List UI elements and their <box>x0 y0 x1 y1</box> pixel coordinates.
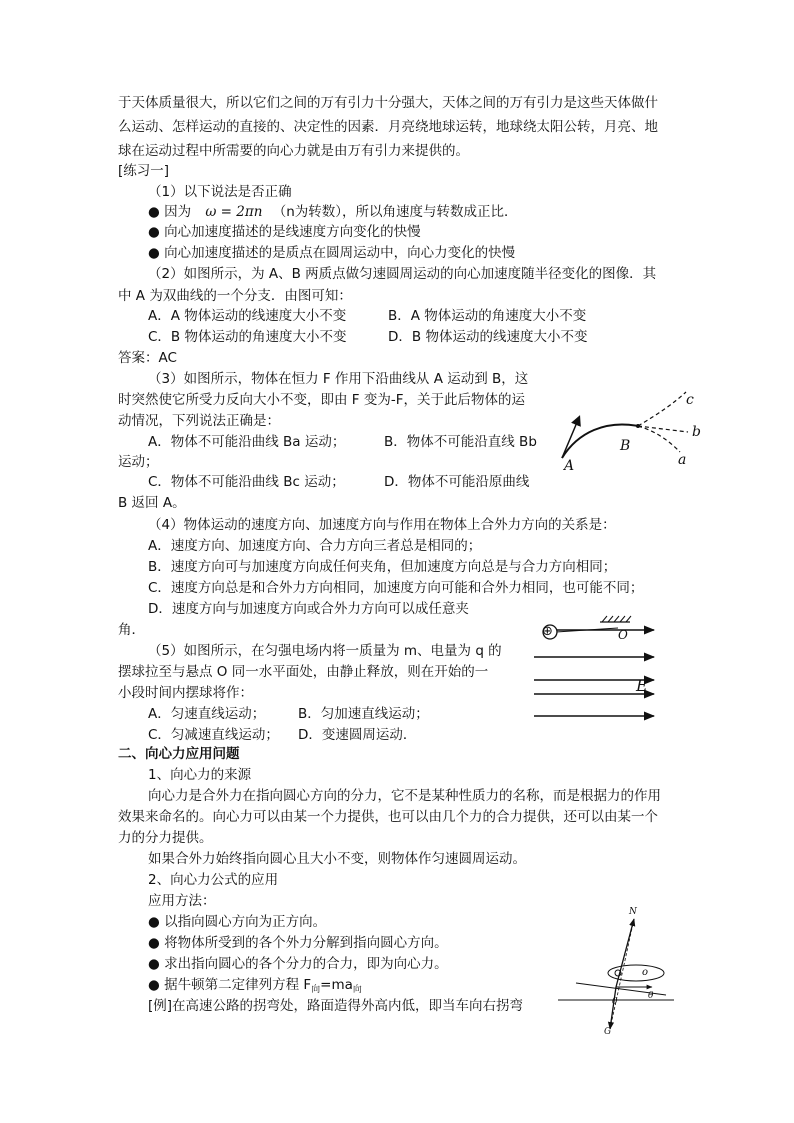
option-c: C．物体不可能沿曲线 Bc 运动； <box>148 474 345 490</box>
question-5: （5）如图所示，在匀强电场内将一质量为 m、电量为 q 的 <box>148 643 502 659</box>
question-3: （3）如图所示，物体在恒力 F 作用下沿曲线从 A 运动到 B，这 <box>148 371 529 387</box>
paragraph-line: 向心力是合外力在指向圆心方向的分力，它不是某种性质力的名称，而是根据力的作用 <box>148 788 661 804</box>
figure-curve-trajectory <box>548 384 718 484</box>
point-b <box>636 424 640 428</box>
plus-charge-icon: ⊕ <box>542 624 553 639</box>
gravity-arrow <box>610 987 616 1029</box>
label-e: E <box>636 676 648 695</box>
text-line: 运动； <box>118 454 159 470</box>
option-c: C．速度方向总是和合外力方向相同，加速度方向可能和合外力相同，也可能不同； <box>148 580 644 596</box>
option-a: A．速度方向、加速度方向、合力方向三者总是相同的； <box>148 538 482 554</box>
text-line: 应用方法： <box>148 893 216 909</box>
force-arrow <box>562 420 578 458</box>
answer: 答案：AC <box>118 350 177 366</box>
label-theta-left: θ <box>612 997 618 1007</box>
option-c: C．B 物体运动的角速度大小不变 <box>148 329 347 345</box>
option-b: B．匀加速直线运动； <box>298 706 429 722</box>
formula: =ma <box>320 977 353 993</box>
figure-banked-road <box>556 905 676 1040</box>
question-1: （1）以下说法是否正确 <box>148 184 292 200</box>
label-c: c <box>686 392 694 408</box>
section-heading: 二、向心力应用问题 <box>118 746 240 762</box>
bullet-item <box>148 202 518 222</box>
formula: ω = 2πn <box>205 204 263 220</box>
branch-c <box>638 392 686 426</box>
bullet-item: ● 将物体所受到的各个外力分解到指向圆心方向。 <box>148 935 448 951</box>
option-d: D．速度方向与加速度方向或合外力方向可以成任意夹 <box>148 601 469 617</box>
option-d: D．变速圆周运动． <box>298 727 417 743</box>
question-2: （2）如图所示，为 A、B 两质点做匀速圆周运动的向心加速度随半径变化的图像．其 <box>148 266 657 282</box>
text-line: 么运动、怎样运动的直接的、决定性的因素．月亮绕地球运转，地球绕太阳公转，月亮、地 <box>118 119 658 135</box>
bullet-text: ● 因为 <box>148 204 192 220</box>
ceiling-hatch <box>602 616 631 622</box>
option-d: D．物体不可能沿原曲线 <box>384 474 530 490</box>
label-o: o <box>642 967 649 978</box>
text-line: 角． <box>118 622 145 638</box>
label-a-lower: a <box>678 452 687 468</box>
bullet-text: （n为转数），所以角速度与转数成正比． <box>272 204 518 220</box>
label-b-upper: B <box>620 438 631 454</box>
circular-path <box>608 965 664 981</box>
option-b: B．物体不可能沿直线 Bb <box>384 434 537 450</box>
subsection-heading: 2、向心力公式的应用 <box>148 872 279 888</box>
paragraph-line: 如果合外力始终指向圆心且大小不变，则物体作匀速圆周运动。 <box>148 851 526 867</box>
exercise-heading: [练习一] <box>118 163 170 179</box>
resultant-line <box>610 919 634 1029</box>
label-b-lower: b <box>692 424 701 440</box>
question-4: （4）物体运动的速度方向、加速度方向与作用在物体上合外力方向的关系是： <box>148 517 616 533</box>
figure-electric-field <box>530 610 660 730</box>
text-line: B 返回 A。 <box>118 495 186 511</box>
paragraph-line: 力的分力提供。 <box>118 830 213 846</box>
text-line: 摆球拉至与悬点 O 同一水平面处，由静止释放，则在开始的一 <box>118 664 489 680</box>
subscript: 向 <box>352 985 362 995</box>
text-line: 时突然使它所受力反向大小不变，即由 F 变为-F，关于此后物体的运 <box>118 392 525 408</box>
option-a: A．物体不可能沿曲线 Ba 运动； <box>148 434 346 450</box>
option-a: A．匀速直线运动； <box>148 706 266 722</box>
bullet-item: ● 以指向圆心方向为正方向。 <box>148 914 327 930</box>
option-b: B．A 物体运动的角速度大小不变 <box>388 308 587 324</box>
label-a-upper: A <box>564 458 575 474</box>
label-o: O <box>618 628 628 642</box>
option-d: D．B 物体运动的线速度大小不变 <box>388 329 588 345</box>
bullet-item: ● 求出指向圆心的各个分力的合力，即为向心力。 <box>148 956 448 972</box>
option-a: A．A 物体运动的线速度大小不变 <box>148 308 347 324</box>
paragraph-line: 效果来命名的。向心力可以由某一个力提供，也可以由几个力的合力提供，还可以由某一个 <box>118 809 658 825</box>
label-theta-right: θ <box>648 991 654 1001</box>
bullet-item: ● 向心加速度描述的是质点在圆周运动中，向心力变化的快慢 <box>148 245 516 261</box>
example-line: [例]在高速公路的拐弯处，路面造得外高内低，即当车向右拐弯 <box>148 998 524 1014</box>
bullet-item: ● 向心加速度描述的是线速度方向变化的快慢 <box>148 224 421 240</box>
text-line: 于天体质量很大，所以它们之间的万有引力十分强大，天体之间的万有引力是这些天体做什 <box>118 95 658 111</box>
label-n: N <box>629 907 637 917</box>
text-line: 球在运动过程中所需要的向心力就是由万有引力来提供的。 <box>118 143 469 159</box>
banked-road-diagram <box>556 905 676 1040</box>
subscript: 向 <box>311 985 321 995</box>
text-line: 小段时间内摆球将作： <box>118 685 253 701</box>
subsection-heading: 1、向心力的来源 <box>148 767 252 783</box>
label-g: G <box>604 1027 612 1037</box>
option-b: B．速度方向可与加速度方向成任何夹角，但加速度方向总是与合力方向相同； <box>148 559 617 575</box>
bullet-text: ● 据牛顿第二定律列方程 F <box>148 977 312 993</box>
normal-force-arrow <box>616 919 634 987</box>
option-c: C．匀减速直线运动； <box>148 727 279 743</box>
text-line: 中 A 为双曲线的一个分支．由图可知： <box>118 288 352 304</box>
text-line: 动情况，下列说法正确是： <box>118 413 280 429</box>
